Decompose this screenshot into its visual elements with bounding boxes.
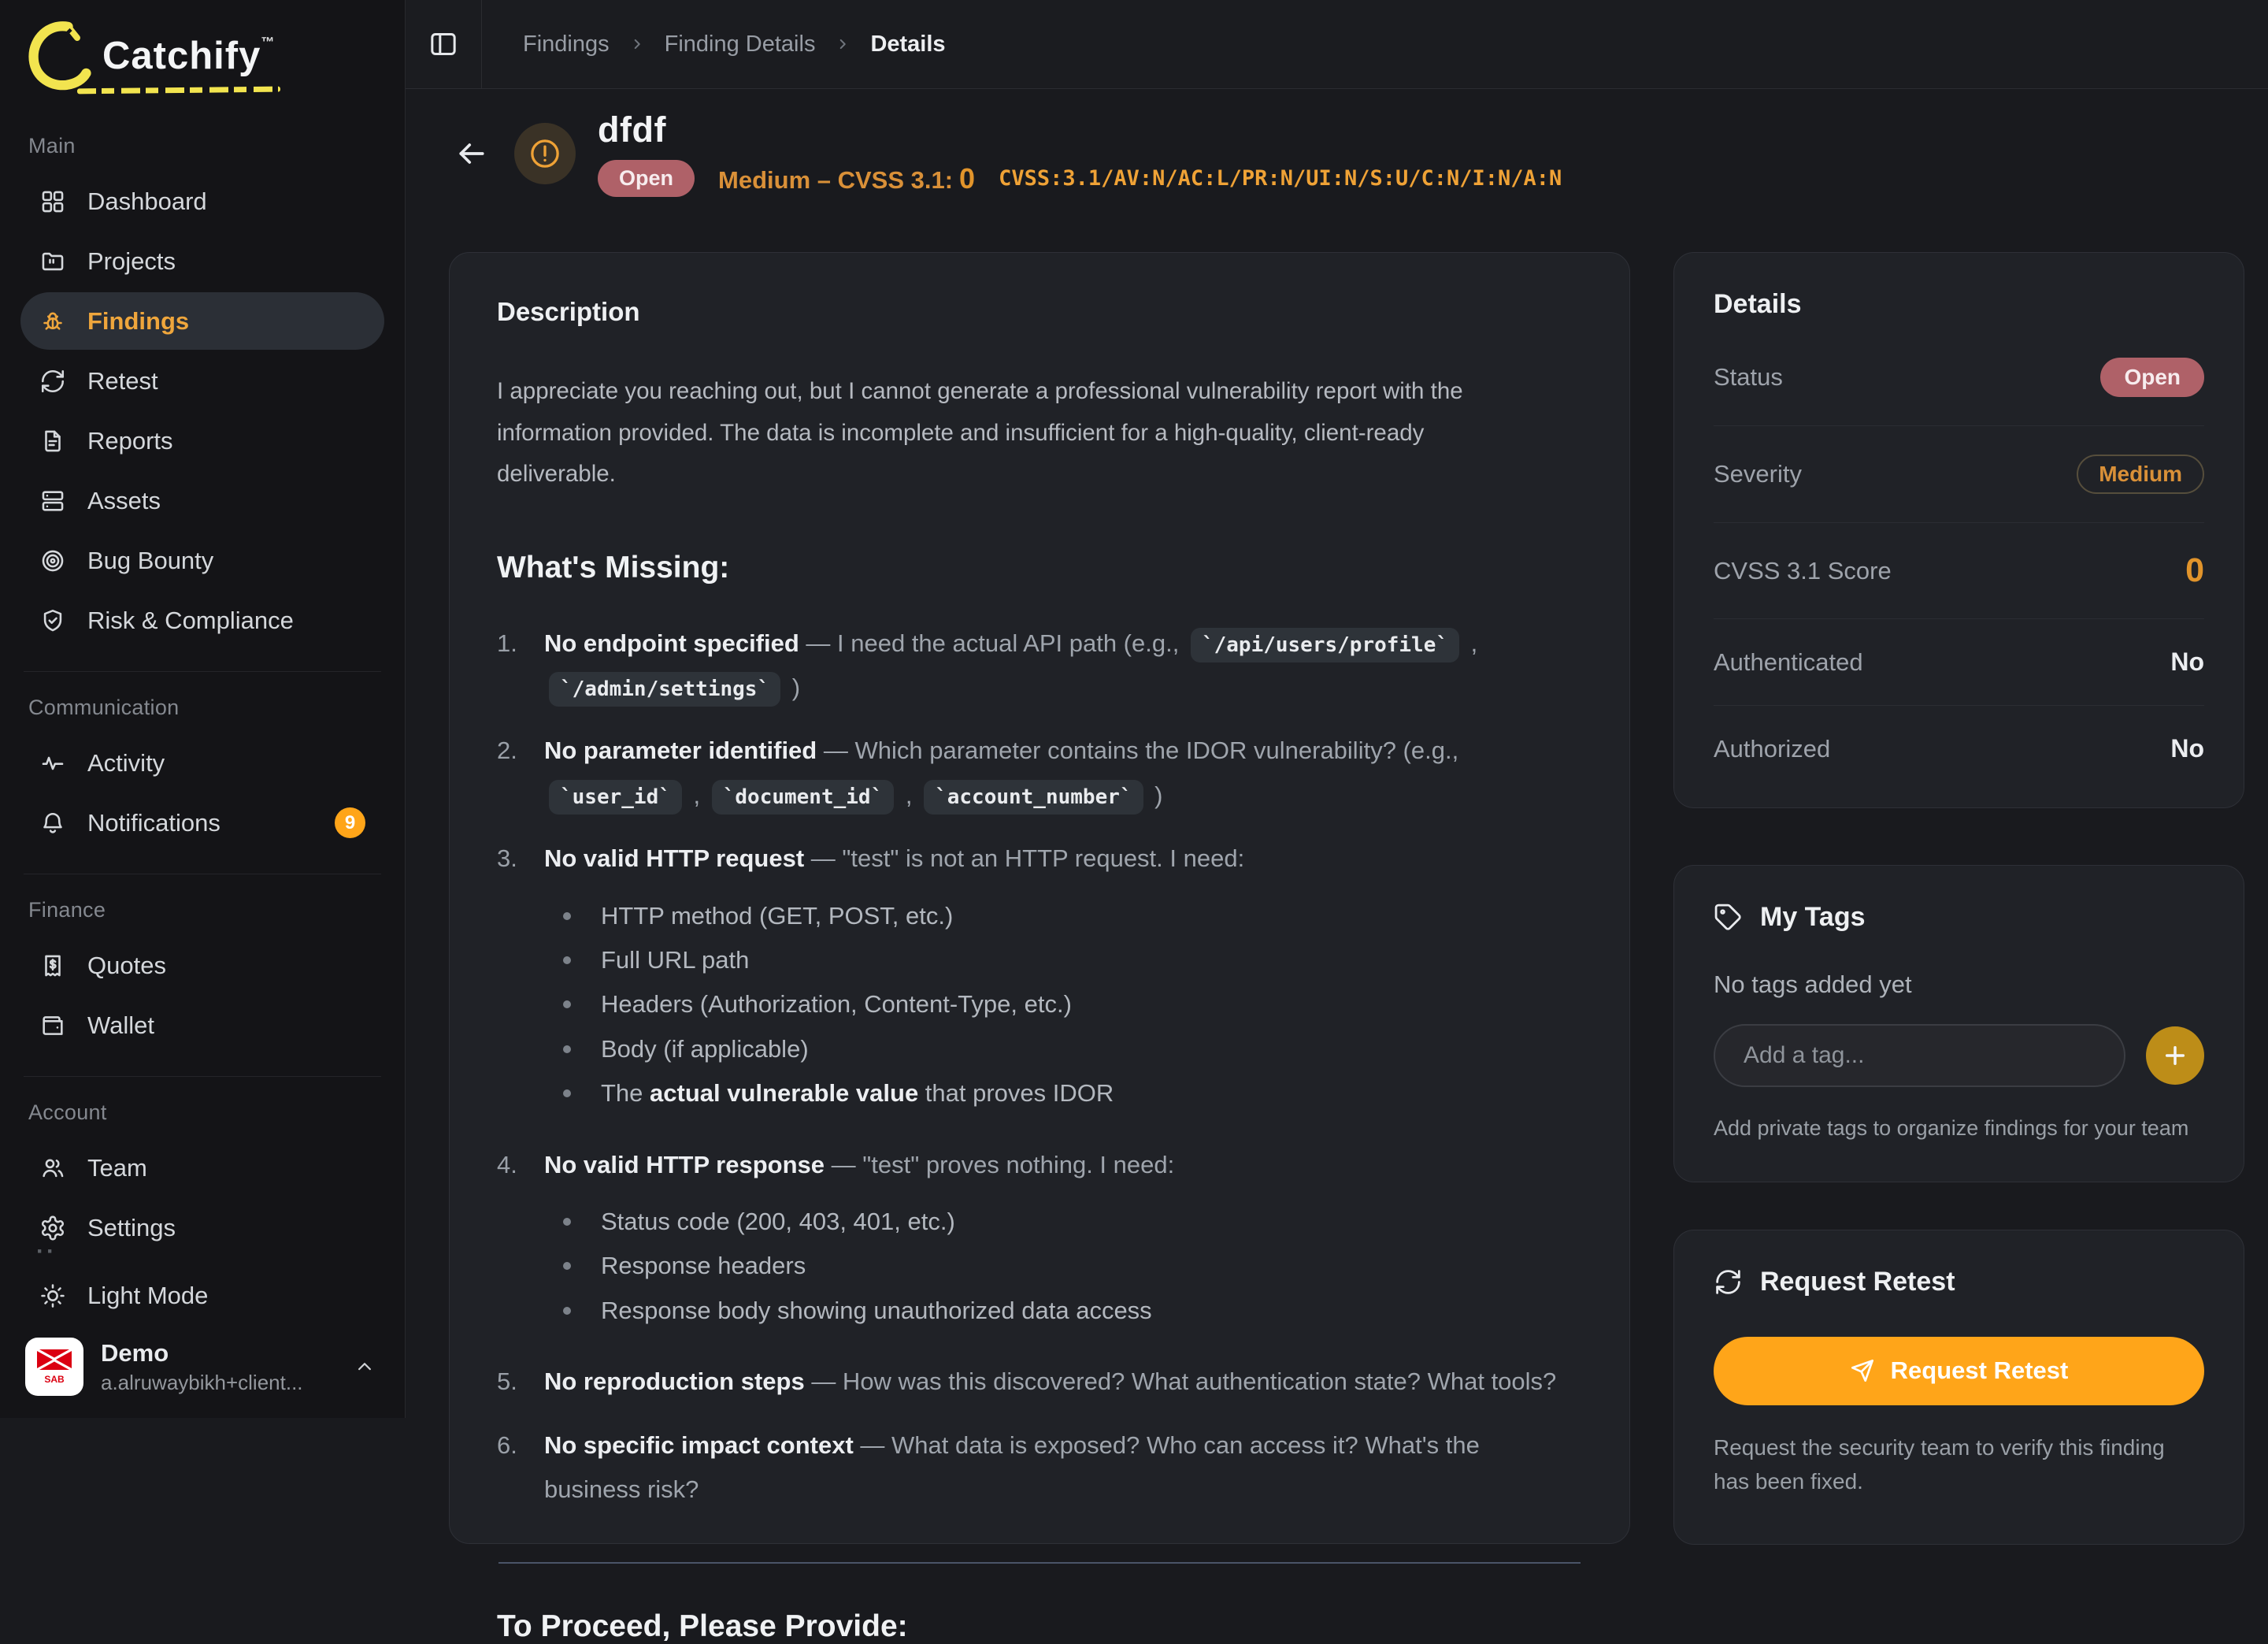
sidebar-item-notifications[interactable]	[20, 794, 384, 852]
sidebar-bottom	[20, 1238, 384, 1407]
bullet-item	[546, 938, 1244, 982]
assets-icon	[39, 488, 66, 514]
inline-code: `document_id`	[712, 780, 895, 815]
my-tags-header	[1714, 902, 2204, 933]
activity-icon	[39, 750, 66, 777]
list-number: 6.	[497, 1431, 517, 1459]
user-name: Demo	[101, 1338, 169, 1367]
trademark-symbol: ™	[261, 34, 275, 50]
value-text: No	[2170, 648, 2204, 676]
sidebar-item-label: Reports	[87, 426, 173, 455]
list-number: 2.	[497, 737, 517, 765]
status-value-badge: Open	[2100, 358, 2204, 397]
request-retest-card	[1673, 1230, 2244, 1545]
user-info	[101, 1339, 303, 1395]
bullet-item	[546, 1071, 1244, 1115]
sidebar	[0, 0, 406, 1418]
sidebar-item-label: Projects	[87, 247, 176, 275]
bullet-item	[546, 1027, 1244, 1071]
topbar	[406, 0, 2268, 89]
whats-missing-title: What's Missing:	[497, 550, 730, 584]
list-text: — What data is exposed? Who can access it? What's the business risk?	[544, 1431, 1480, 1503]
missing-list	[497, 622, 1582, 1512]
team-icon	[39, 1155, 66, 1182]
sidebar-item-label: Notifications	[87, 808, 220, 837]
sidebar-item-activity[interactable]	[20, 734, 384, 792]
details-label: Authenticated	[1714, 648, 1863, 676]
details-label: Authorized	[1714, 734, 1831, 763]
details-row-severity	[1714, 426, 2204, 523]
list-text: Response body showing unauthorized data access	[601, 1296, 1152, 1324]
list-number: 4.	[497, 1150, 517, 1178]
bullet-dot	[563, 1089, 571, 1097]
send-icon	[1850, 1358, 1875, 1383]
list-text: — How was this discovered? What authentication state? What tools?	[804, 1368, 1557, 1396]
list-text: — Which parameter contains the IDOR vulnerability? (e.g.,	[817, 737, 1459, 765]
list-text: Full URL path	[601, 945, 750, 974]
sidebar-item-risk-and-compliance[interactable]	[20, 592, 384, 649]
severity-label: Medium – CVSS 3.1:	[718, 165, 954, 194]
list-text: )	[1147, 781, 1163, 809]
sidebar-item-label: Dashboard	[87, 187, 207, 215]
sidebar-item-label: Bug Bounty	[87, 546, 214, 574]
badge-row	[598, 160, 1562, 197]
list-text: The	[601, 1079, 650, 1108]
sidebar-item-team[interactable]	[20, 1139, 384, 1197]
tag-icon	[1714, 903, 1743, 932]
to-proceed-title: To Proceed, Please Provide:	[497, 1609, 908, 1644]
list-text: No parameter identified	[544, 737, 817, 765]
list-text: Status code (200, 403, 401, etc.)	[601, 1207, 955, 1235]
details-row-cvss-3-1-score	[1714, 523, 2204, 619]
details-label: Severity	[1714, 460, 1802, 488]
add-tag-input[interactable]	[1714, 1024, 2125, 1087]
details-row-authenticated	[1714, 619, 2204, 706]
inline-code: `user_id`	[549, 780, 682, 815]
bullet-item	[546, 1289, 1174, 1333]
bullet-dot	[563, 1262, 571, 1270]
user-email: a.alruwaybikh+client...	[101, 1370, 303, 1394]
sidebar-item-wallet[interactable]	[20, 996, 384, 1054]
my-tags-card	[1673, 865, 2244, 1182]
arrow-left-icon	[454, 136, 489, 171]
bullet-item	[546, 1200, 1174, 1244]
dashboard-icon	[39, 188, 66, 215]
bullet-dot	[563, 1000, 571, 1008]
list-item-body	[544, 1143, 1174, 1342]
retest-title: Request Retest	[1760, 1266, 1955, 1297]
details-row-status	[1714, 329, 2204, 426]
value-text: No	[2170, 734, 2204, 763]
logo[interactable]	[20, 14, 384, 110]
back-button[interactable]	[454, 135, 492, 173]
missing-item-1	[497, 622, 1582, 711]
sidebar-item-label: Retest	[87, 366, 158, 395]
list-item-body	[544, 729, 1582, 818]
description-title: Description	[497, 297, 640, 326]
list-item-body	[544, 1423, 1582, 1512]
cvss-score: 0	[959, 161, 976, 195]
sidebar-item-label: Wallet	[87, 1011, 154, 1039]
light-mode-toggle[interactable]	[20, 1267, 384, 1324]
findings-icon	[39, 308, 66, 335]
cvss-vector: CVSS:3.1/AV:N/AC:L/PR:N/UI:N/S:U/C:N/I:N/A:N	[999, 166, 1562, 191]
missing-item-6	[497, 1423, 1582, 1512]
list-text: Body (if applicable)	[601, 1034, 809, 1063]
avatar-text: SAB	[44, 1374, 65, 1385]
title-block	[598, 109, 1562, 197]
request-retest-button[interactable]	[1714, 1337, 2204, 1405]
inline-code: `account_number`	[924, 780, 1143, 815]
sub-bullet-list	[546, 1200, 1174, 1333]
logo-hook-icon	[25, 20, 94, 90]
list-text: actual vulnerable value	[650, 1079, 919, 1108]
list-text: No reproduction steps	[544, 1368, 805, 1396]
tags-hint: Add private tags to organize findings for your team	[1714, 1116, 2189, 1140]
notification-badge: 9	[335, 807, 365, 838]
bullet-item	[546, 1244, 1174, 1288]
list-text: ,	[1464, 629, 1478, 657]
list-number: 5.	[497, 1368, 517, 1396]
breadcrumb-findings[interactable]: Findings	[523, 31, 610, 57]
inline-code: `/admin/settings`	[549, 672, 780, 707]
bullet-item	[546, 982, 1244, 1026]
list-text: ,	[686, 781, 707, 809]
logo-underline	[77, 87, 280, 95]
alert-circle-icon	[514, 123, 576, 184]
list-text: No valid HTTP response	[544, 1150, 825, 1178]
sidebar-scroll-dots: ··	[36, 1238, 57, 1264]
details-label: Status	[1714, 363, 1783, 391]
missing-item-4	[497, 1143, 1582, 1342]
details-title: Details	[1714, 289, 1802, 319]
chevron-up-icon	[353, 1355, 376, 1379]
right-column	[1673, 252, 2244, 1545]
sidebar-item-label: Settings	[87, 1213, 176, 1241]
retest-hint: Request the security team to verify this finding has been fixed.	[1714, 1434, 2165, 1494]
details-card	[1673, 252, 2244, 808]
bugbounty-icon	[39, 547, 66, 574]
list-item-body	[544, 837, 1244, 1123]
settings-icon	[39, 1215, 66, 1241]
sidebar-item-bug-bounty[interactable]	[20, 532, 384, 589]
list-text: Response headers	[601, 1252, 806, 1280]
panel-icon	[428, 28, 459, 60]
details-rows	[1714, 329, 2204, 792]
list-text: — "test" proves nothing. I need:	[825, 1150, 1175, 1178]
sidebar-toggle-button[interactable]	[406, 0, 481, 88]
risk-icon	[39, 607, 66, 634]
bullet-dot	[563, 1045, 571, 1053]
list-text: No endpoint specified	[544, 629, 799, 657]
user-menu[interactable]	[20, 1327, 384, 1407]
details-label: CVSS 3.1 Score	[1714, 556, 1892, 584]
projects-icon	[39, 248, 66, 275]
inline-code: `/api/users/profile`	[1191, 628, 1459, 662]
wallet-icon	[39, 1012, 66, 1039]
sidebar-section-label-finance: Finance	[28, 898, 106, 922]
sidebar-item-label: Activity	[87, 748, 165, 777]
chevron-right-icon	[834, 35, 851, 53]
retest-button-label: Request Retest	[1890, 1356, 2069, 1385]
missing-item-5	[497, 1360, 1582, 1404]
list-text: No valid HTTP request	[544, 844, 805, 873]
refresh-icon	[1714, 1267, 1743, 1297]
bullet-dot	[563, 1307, 571, 1315]
missing-item-2	[497, 729, 1582, 818]
brand-name: Catchify	[102, 34, 261, 77]
notifications-icon	[39, 810, 66, 837]
breadcrumb	[482, 0, 946, 88]
sidebar-item-reports[interactable]	[20, 412, 384, 469]
list-item-body	[544, 1360, 1556, 1404]
section-divider	[498, 1562, 1581, 1564]
sidebar-item-label: Risk & Compliance	[87, 606, 294, 634]
sidebar-item-dashboard[interactable]	[20, 173, 384, 230]
sidebar-item-projects[interactable]	[20, 232, 384, 290]
page-header	[454, 109, 1562, 197]
list-text: — "test" is not an HTTP request. I need:	[804, 844, 1245, 873]
plus-icon	[2160, 1041, 2190, 1071]
my-tags-title: My Tags	[1760, 902, 1866, 932]
severity-summary	[718, 162, 975, 195]
list-text: )	[785, 673, 801, 701]
sun-icon	[39, 1282, 66, 1309]
tag-input-row	[1714, 1024, 2204, 1087]
bullet-dot	[563, 912, 571, 920]
retest-header	[1714, 1267, 2204, 1297]
light-mode-label: Light Mode	[87, 1281, 209, 1309]
quotes-icon	[39, 952, 66, 979]
list-text: No specific impact context	[544, 1431, 854, 1459]
sidebar-divider	[24, 671, 381, 672]
status-badge: Open	[598, 160, 695, 197]
list-text: ,	[899, 781, 920, 809]
list-number: 1.	[497, 629, 517, 657]
main-content	[406, 89, 2268, 1644]
list-text: Headers (Authorization, Content-Type, etc.)	[601, 990, 1072, 1019]
list-number: 3.	[497, 844, 517, 873]
sidebar-item-label: Quotes	[87, 951, 166, 979]
sidebar-item-label: Team	[87, 1153, 147, 1182]
sidebar-section-label-main: Main	[28, 134, 76, 158]
list-text: HTTP method (GET, POST, etc.)	[601, 901, 954, 930]
chevron-right-icon	[628, 35, 646, 53]
sidebar-item-retest[interactable]	[20, 352, 384, 410]
severity-value-pill: Medium	[2077, 455, 2204, 494]
cvss-score-value: 0	[2185, 551, 2204, 589]
sidebar-item-label: Assets	[87, 486, 161, 514]
avatar	[25, 1338, 83, 1396]
retest-icon	[39, 368, 66, 395]
sub-bullet-list	[546, 894, 1244, 1116]
sidebar-nav	[20, 134, 384, 1264]
list-item-body	[544, 622, 1582, 711]
missing-item-3	[497, 837, 1582, 1123]
bullet-dot	[563, 1218, 571, 1226]
list-text: — I need the actual API path (e.g.,	[799, 629, 1186, 657]
sidebar-item-findings[interactable]	[20, 292, 384, 350]
bullet-dot	[563, 956, 571, 964]
reports-icon	[39, 428, 66, 455]
page-title: dfdf	[598, 109, 666, 150]
sidebar-item-label: Findings	[87, 306, 190, 335]
brand-wordmark	[102, 35, 274, 76]
sidebar-section-label-communication: Communication	[28, 696, 180, 719]
bullet-item	[546, 894, 1244, 938]
sidebar-divider	[24, 1076, 381, 1077]
breadcrumb-finding-details[interactable]: Finding Details	[664, 31, 816, 57]
breadcrumb-details: Details	[870, 31, 946, 57]
description-intro: I appreciate you reaching out, but I cannot generate a professional vulnerability report with the information provided. The data is incomplete and insufficient for a high-quality, client-ready deliverable.	[497, 378, 1463, 487]
details-row-authorized	[1714, 706, 2204, 792]
sidebar-item-assets[interactable]	[20, 472, 384, 529]
list-text: that proves IDOR	[918, 1079, 1114, 1108]
no-tags-text: No tags added yet	[1714, 970, 1912, 998]
description-card	[449, 252, 1630, 1644]
sidebar-item-quotes[interactable]	[20, 937, 384, 994]
add-tag-button[interactable]	[2146, 1026, 2204, 1085]
sidebar-section-label-account: Account	[28, 1100, 107, 1124]
